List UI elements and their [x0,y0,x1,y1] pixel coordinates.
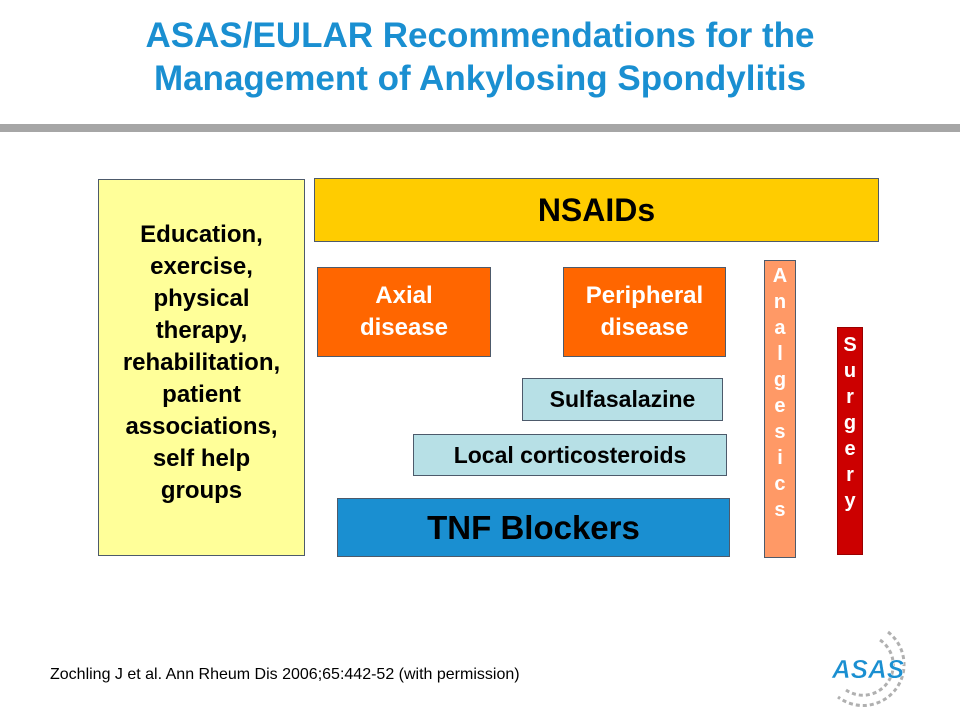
citation: Zochling J et al. Ann Rheum Dis 2006;65:442-52 (with permission) [50,666,520,683]
text-line: exercise, [150,252,253,280]
vertical-letter: i [777,447,783,469]
nsaids-box [314,178,879,242]
local-corticosteroids-box [413,434,727,476]
title-divider [0,124,960,132]
text-line: Axial [375,282,433,309]
vertical-letter: e [774,395,786,417]
slide-title-line-2: Management of Ankylosing Spondylitis [153,59,807,98]
vertical-letter: e [844,438,856,460]
vertical-letter: n [773,291,787,313]
analgesics-label [773,261,787,523]
slide-title [0,14,960,100]
vertical-letter: s [774,499,786,521]
axial-disease-text [360,280,448,344]
vertical-letter: g [843,412,857,434]
text-line: associations, [125,412,278,440]
tnf-blockers-box [337,498,730,557]
text-line: groups [160,476,243,504]
text-line: patient [162,380,241,408]
text-line: disease [359,314,449,341]
vertical-letter: g [773,369,787,391]
vertical-letter: S [843,334,857,356]
logo-text: ASAS [831,654,905,684]
tnf-blockers-label: TNF Blockers [427,508,640,546]
sulfasalazine-label: Sulfasalazine [549,386,696,412]
text-line: therapy, [155,316,248,344]
vertical-letter: y [844,490,856,512]
vertical-letter: r [846,386,854,408]
sulfasalazine-box [522,378,723,421]
text-line: self help [152,444,251,472]
education-text [123,219,280,507]
local-corticosteroids-label: Local corticosteroids [453,441,687,468]
text-line: Education, [140,220,263,248]
vertical-letter: A [772,265,788,287]
text-line: physical [153,284,250,312]
surgery-label [843,328,856,514]
vertical-letter: r [846,464,854,486]
surgery-box [837,327,863,555]
text-line: rehabilitation, [122,348,281,376]
text-line: Peripheral [585,282,704,309]
vertical-letter: l [777,343,783,365]
vertical-letter: a [774,317,786,339]
slide-title-line-1: ASAS/EULAR Recommendations for the [145,16,815,55]
vertical-letter: c [774,473,786,495]
nsaids-label: NSAIDs [537,191,656,228]
vertical-letter: u [843,360,857,382]
asas-logo [818,622,918,712]
peripheral-disease-text [586,280,703,344]
text-line: disease [600,314,689,341]
peripheral-disease-box [563,267,726,357]
vertical-letter: s [774,421,786,443]
analgesics-box [764,260,796,558]
education-box [98,179,305,556]
axial-disease-box [317,267,491,357]
